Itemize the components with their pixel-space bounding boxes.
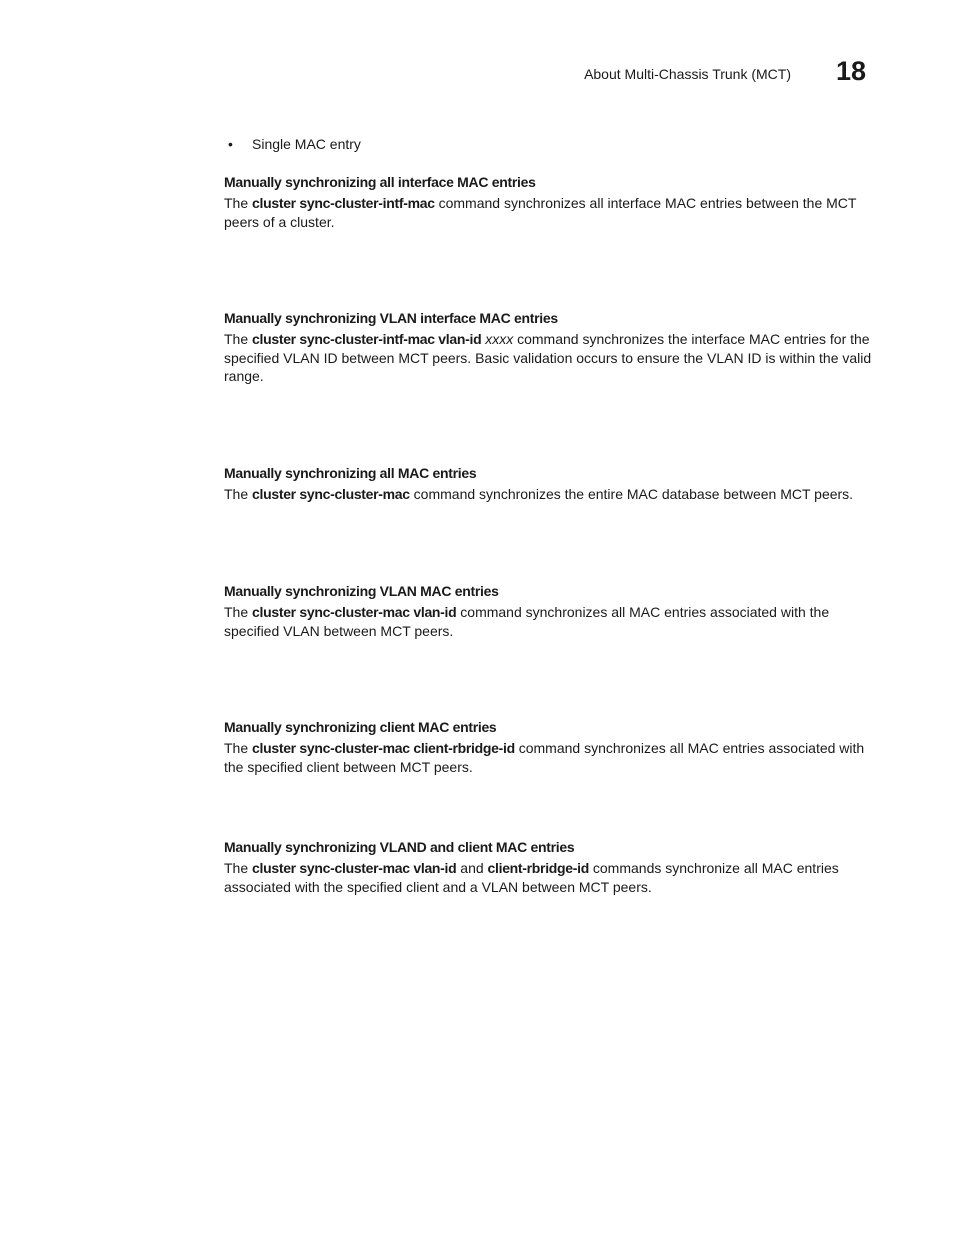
command-keyword: cluster sync-cluster-intf-mac vlan-id — [252, 331, 482, 347]
section-heading: Manually synchronizing VLAND and client MAC entries — [224, 839, 575, 855]
section-body — [224, 739, 872, 776]
bullet-list-item — [228, 136, 361, 153]
section-body — [224, 603, 872, 640]
section-vlan-interface-mac — [224, 309, 872, 386]
command-keyword: cluster sync-cluster-mac — [252, 486, 410, 502]
bullet-text: Single MAC entry — [252, 136, 361, 152]
body-text: The — [224, 604, 253, 620]
section-all-mac — [224, 464, 872, 504]
section-body — [224, 194, 872, 231]
section-heading: Manually synchronizing VLAN interface MAC entries — [224, 310, 558, 326]
chapter-number: 18 — [835, 56, 866, 86]
body-text: command synchronizes all interface MAC entries between the MCT peers of a cluster. — [224, 195, 857, 230]
section-client-mac — [224, 718, 872, 776]
section-heading: Manually synchronizing VLAN MAC entries — [224, 583, 499, 599]
section-body — [224, 485, 872, 504]
command-keyword: cluster sync-cluster-intf-mac — [252, 195, 435, 211]
section-vlan-mac — [224, 582, 872, 640]
section-body — [224, 330, 872, 386]
body-text: The — [224, 331, 253, 347]
section-all-interface-mac — [224, 173, 872, 231]
body-text: command synchronizes the interface MAC entries for the specified VLAN ID between MCT peers. Basic validation occurs to ensure the VLAN ID is within the valid range. — [224, 331, 872, 384]
command-keyword: client-rbridge-id — [487, 860, 589, 876]
running-header-title: About Multi-Chassis Trunk (MCT) — [584, 66, 791, 82]
body-text: The — [224, 860, 253, 876]
body-text: command synchronizes the entire MAC database between MCT peers. — [409, 486, 854, 502]
section-heading: Manually synchronizing all interface MAC entries — [224, 174, 536, 190]
body-text: The — [224, 740, 253, 756]
section-body — [224, 859, 872, 896]
body-text: command synchronizes all MAC entries associated with the specified VLAN between MCT peers. — [224, 604, 830, 639]
body-text: and — [456, 860, 488, 876]
bullet-icon: • — [228, 136, 233, 152]
body-text: The — [224, 486, 253, 502]
command-keyword: cluster sync-cluster-mac vlan-id — [252, 604, 457, 620]
section-heading: Manually synchronizing client MAC entries — [224, 719, 497, 735]
body-text: The — [224, 195, 253, 211]
body-text: commands synchronize all MAC entries associated with the specified client and a VLAN between MCT peers. — [224, 860, 839, 895]
section-heading: Manually synchronizing all MAC entries — [224, 465, 477, 481]
section-vlan-and-client-mac — [224, 838, 872, 896]
command-variable: xxxx — [485, 331, 514, 347]
body-text: command synchronizes all MAC entries associated with the specified client between MCT peers. — [224, 740, 865, 775]
command-keyword: cluster sync-cluster-mac vlan-id — [252, 860, 457, 876]
command-keyword: cluster sync-cluster-mac client-rbridge-id — [252, 740, 515, 756]
